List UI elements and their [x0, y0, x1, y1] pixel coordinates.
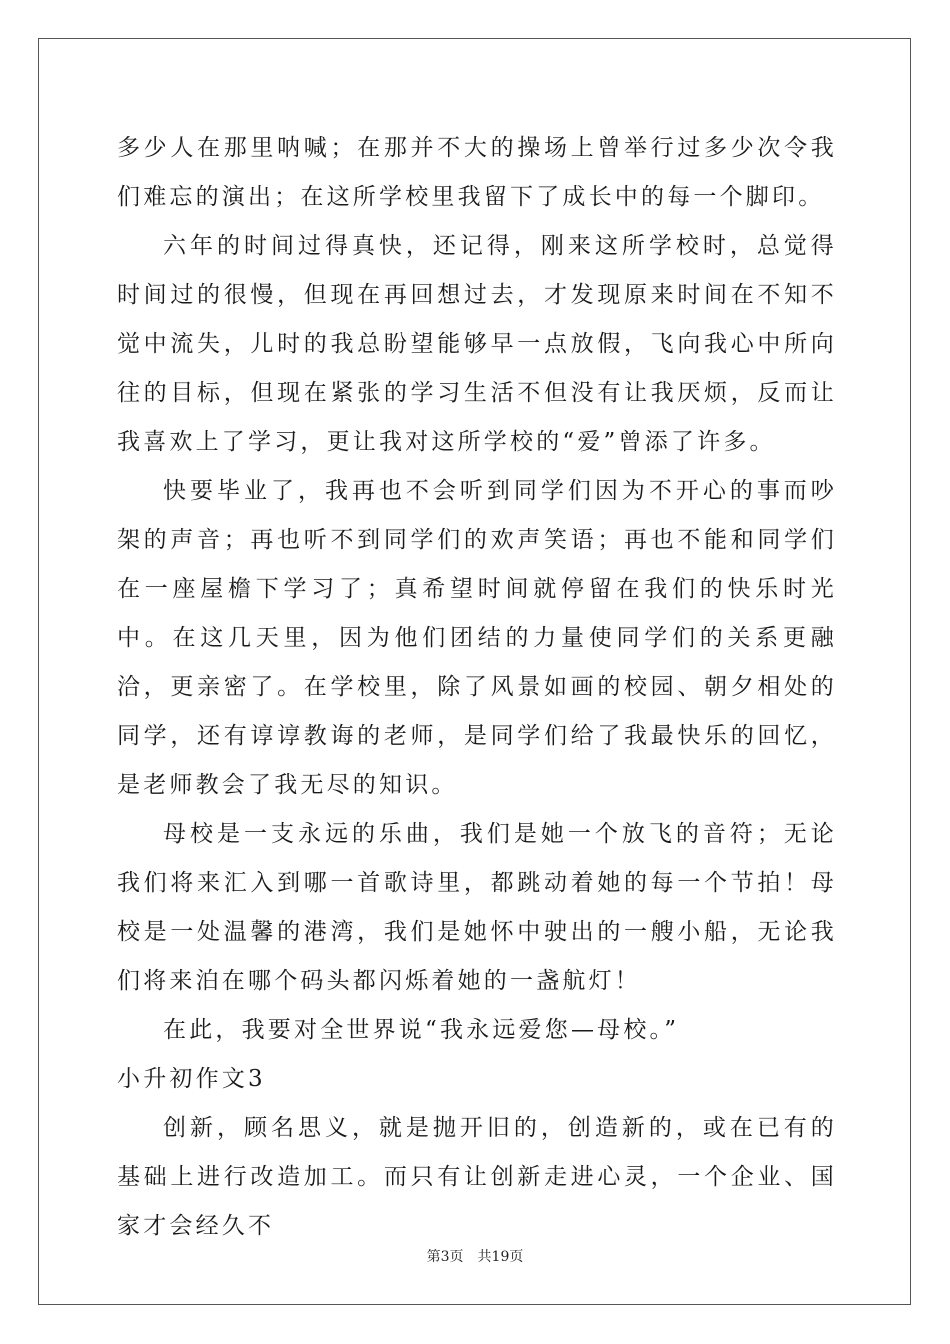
document-body	[117, 124, 837, 1251]
paragraph: 快要毕业了，我再也不会听到同学们因为不开心的事而吵架的声音；再也听不到同学们的欢声笑语；再也不能和同学们在一座屋檐下学习了；真希望时间就停留在我们的快乐时光中。在这几天里，因为他们团结的力量使同学们的关系更融洽，更亲密了。在学校里，除了风景如画的校园、朝夕相处的同学，还有谆谆教诲的老师，是同学们给了我最快乐的回忆，是老师教会了我无尽的知识。	[117, 478, 837, 798]
paragraph: 母校是一支永远的乐曲，我们是她一个放飞的音符；无论我们将来汇入到哪一首歌诗里，都跳动着她的每一个节拍！母校是一处温馨的港湾，我们是她怀中驶出的一艘小船，无论我们将来泊在哪个码头都闪烁着她的一盏航灯！	[117, 821, 837, 994]
paragraph: 在此，我要对全世界说“我永远爱您—母校。”	[163, 1017, 680, 1043]
paragraph: 六年的时间过得真快，还记得，刚来这所学校时，总觉得时间过的很慢，但现在再回想过去，才发现原来时间在不知不觉中流失，儿时的我总盼望能够早一点放假，飞向我心中所向往的目标，但现在紧张的学习生活不但没有让我厌烦，反而让我喜欢上了学习，更让我对这所学校的“爱”曾添了许多。	[117, 233, 837, 455]
paragraph-continuation: 多少人在那里呐喊；在那并不大的操场上曾举行过多少次令我们难忘的演出；在这所学校里我留下了成长中的每一个脚印。	[117, 135, 837, 210]
paragraph: 创新，顾名思义，就是抛开旧的，创造新的，或在已有的基础上进行改造加工。而只有让创新走进心灵，一个企业、国家才会经久不	[117, 1115, 837, 1239]
page-footer: 第3页 共19页	[426, 1249, 524, 1265]
section-heading: 小升初作文3	[117, 1066, 266, 1092]
